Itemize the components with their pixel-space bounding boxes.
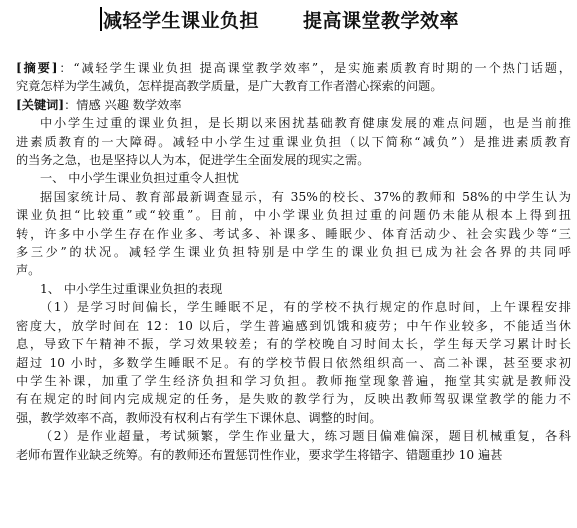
document-title: [103, 6, 459, 33]
paragraph-line: 据国家统计局、教育部最新调查显示，有 35%的校长、37%的教师和 58%的中学生认为: [40, 189, 571, 204]
abstract: [16, 59, 571, 96]
paragraph-line: 的当务之急，也是坚持以人为本，促进学生全面发展的现实之需。: [16, 153, 370, 168]
paragraph-line: 1、 中小学生过重课业负担的表现: [40, 281, 223, 296]
paragraph: [16, 188, 571, 280]
paragraph: [16, 280, 571, 298]
paragraph-line: 超过 10 小时，多数学生睡眠不足。有的学校节假日依然组织高一、高二补课，甚至要求初: [16, 355, 571, 370]
paragraph-line: 中学生补课，加重了学生经济负担和学习负担。教师拖堂现象普遍，拖堂其实就是教师没: [16, 373, 571, 388]
keywords: [16, 96, 571, 114]
document-body: [16, 59, 571, 464]
paragraph: [16, 427, 571, 464]
paragraph-line: 密度大，放学时间在 12：10 以后，学生普遍感到饥饿和疲劳；中午作业较多，不能适当休: [16, 318, 571, 333]
paragraph-line: 老师布置作业缺乏统筹。有的教师还布置惩罚性作业，要求学生将错字、错题重抄 10 遍甚: [16, 447, 503, 462]
paragraph-line: 中小学生过重的课业负担，是长期以来困扰基础教育健康发展的难点问题，也是当前推: [40, 116, 571, 131]
paragraph-line: 转，许多中小学生存在作业多、考试多、补课多、睡眠少、体育活动少、社会实践少等“三: [16, 226, 571, 241]
paragraph-line: （1）是学习时间偏长，学生睡眠不足，有的学校不执行规定的作息时间，上午课程安排: [40, 300, 571, 315]
keywords-line: [16, 96, 571, 114]
paragraph-line: 一、 中小学生课业负担过重令人担忧: [40, 171, 239, 186]
paragraphs: [16, 114, 571, 464]
paragraph-line: 多三少”的状况。减轻学生课业负担特别是中学生的课业负担已成为社会各界的共同呼: [16, 245, 571, 260]
paragraph-line: （2）是作业超量，考试频繁，学生作业量大，练习题目偏难偏深，题目机械重复，各科: [40, 429, 571, 444]
paragraph-line: 强，教学效率不高，教师没有权利占有学生下课休息、调整的时间。: [16, 410, 382, 425]
paragraph-line: 声。: [16, 263, 41, 278]
text-cursor: [100, 7, 102, 31]
paragraph: [16, 169, 571, 187]
paragraph-line: 进素质教育的一大障碍。减轻中小学生过重课业负担（以下简称“减负”）是推进素质教育: [16, 134, 571, 149]
paragraph-line: 息，导致下午精神不振，学习效果较差；有的学校晚自习时间太长，学生每天学习累计时长: [16, 337, 571, 352]
paragraph-line: 有在规定的时间内完成规定的任务，是失败的教学行为，反映出教师驾驭课堂教学的能力不: [16, 392, 571, 407]
paragraph-line: 课业负担“比较重”或“较重”。目前，中小学课业负担过重的问题仍未能从根本上得到扭: [16, 208, 571, 223]
abstract-line-2: 究竟怎样为学生减负，怎样提高教学质量，是广大教育工作者潜心探索的问题。: [16, 79, 443, 94]
abstract-label: [摘要]: [16, 61, 58, 75]
title-part-2: 提高课堂教学效率: [303, 10, 460, 32]
keywords-label: [关键词]: [16, 97, 65, 112]
title-part-1: 减轻学生课业负担: [103, 10, 260, 32]
paragraph: [16, 114, 571, 169]
abstract-line-1: [16, 59, 571, 77]
keywords-text: ：情感 兴趣 数学效率: [64, 97, 182, 112]
abstract-text-1: ：“减轻学生课业负担 提高课堂教学效率”，是实施素质教育时期的一个热门话题，: [57, 61, 571, 75]
paragraph: [16, 298, 571, 427]
